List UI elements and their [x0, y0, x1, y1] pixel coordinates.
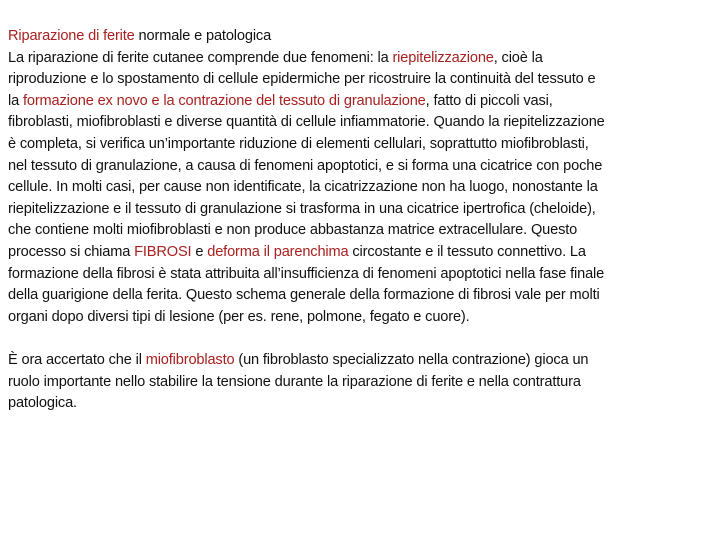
text-line — [8, 264, 720, 286]
highlighted-term: Riparazione di ferite — [8, 28, 135, 44]
text-segment: La riparazione di ferite cutanee comprende due fenomeni: la — [8, 49, 393, 66]
text-segment: organi dopo diversi tipi di lesione (per es. rene, polmone, fegato e cuore). — [8, 308, 470, 325]
text-segment: circostante e il tessuto connettivo. La — [348, 243, 586, 260]
text-segment: riepitelizzazione e il tessuto di granulazione si trasforma in una cicatrice ipertrofica (cheloide), — [8, 200, 596, 217]
text-segment: cellule. In molti casi, per cause non identificate, la cicatrizzazione non ha luogo, nonostante la — [8, 179, 598, 196]
text-line — [8, 26, 720, 48]
text-segment: patologica. — [8, 395, 77, 412]
text-segment: , cioè la — [493, 49, 543, 66]
text-line — [8, 69, 720, 91]
text-line — [8, 48, 720, 70]
text-line — [8, 285, 720, 307]
text-segment: ruolo importante nello stabilire la tensione durante la riparazione di ferite e nella contrattura — [8, 373, 581, 390]
text-segment: , fatto di piccoli vasi, — [425, 92, 553, 109]
text-segment: È ora accertato che il — [8, 351, 146, 368]
highlighted-term: riepitelizzazione — [392, 49, 494, 66]
text-segment: la — [8, 92, 23, 109]
text-line — [8, 350, 720, 372]
text-segment: (un fibroblasto specializzato nella contrazione) gioca un — [234, 351, 589, 368]
text-segment: che contiene molti miofibroblasti e non produce abbastanza matrice extracellulare. Questo — [8, 222, 578, 239]
text-segment: è completa, si verifica un’importante riduzione di elementi cellulari, soprattutto miofibroblasti, — [8, 135, 589, 152]
text-segment: formazione della fibrosi è stata attribuita all’insufficienza di fenomeni apoptotici nella fase finale — [8, 265, 605, 282]
text-line — [8, 199, 720, 221]
text-segment: riproduzione e lo spostamento di cellule epidermiche per ricostruire la continuità del tessuto e — [8, 71, 596, 88]
text-line — [8, 372, 720, 394]
text-line — [8, 134, 720, 156]
text-line — [8, 112, 720, 134]
text-line — [8, 242, 720, 264]
highlighted-term: formazione ex novo e la contrazione del tessuto di granulazione — [22, 92, 426, 109]
highlighted-term: deforma il parenchima — [207, 243, 349, 260]
text-line — [8, 307, 720, 329]
text-line — [8, 393, 720, 415]
text-segment: fibroblasti, miofibroblasti e diverse quantità di cellule infiammatorie. Quando la riepitelizzazione — [8, 114, 605, 131]
text-line — [8, 177, 720, 199]
text-line — [8, 156, 720, 178]
document-body — [8, 26, 720, 415]
text-segment: normale e patologica — [134, 28, 272, 44]
text-segment: della guarigione della ferita. Questo schema generale della formazione di fibrosi vale per molti — [8, 287, 600, 304]
text-line — [8, 220, 720, 242]
text-segment: e — [191, 243, 208, 260]
paragraph-gap — [8, 328, 720, 350]
highlighted-term: FIBROSI — [134, 243, 192, 260]
paragraph-myofibroblast — [8, 350, 720, 415]
paragraph-wound-repair — [8, 26, 720, 328]
text-segment: processo si chiama — [8, 243, 135, 260]
text-segment: nel tessuto di granulazione, a causa di fenomeni apoptotici, e si forma una cicatrice con poche — [8, 157, 603, 174]
text-line — [8, 91, 720, 113]
highlighted-term: miofibroblasto — [145, 351, 235, 368]
